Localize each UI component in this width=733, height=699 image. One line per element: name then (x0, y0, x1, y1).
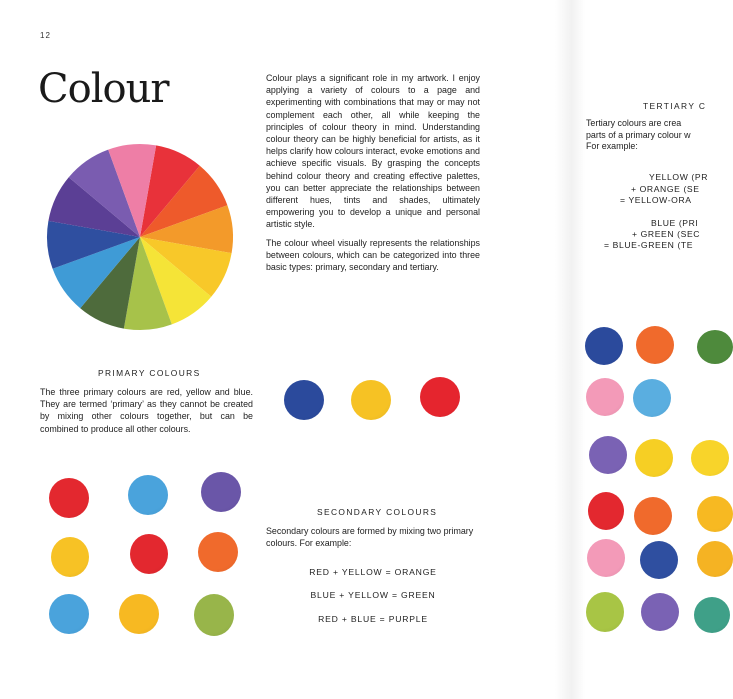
primary-swatch (351, 380, 391, 420)
colour-swatch (119, 594, 159, 634)
colour-swatch (635, 439, 673, 477)
tertiary-equation-line: YELLOW (PR (649, 172, 709, 182)
tertiary-text: Tertiary colours are crea parts of a primary colour w For example: (586, 118, 691, 151)
primary-heading: PRIMARY COLOURS (98, 368, 201, 378)
colour-swatch (697, 496, 733, 532)
colour-swatch (49, 594, 89, 634)
secondary-equation: RED + BLUE = PURPLE (318, 614, 428, 624)
colour-swatch (128, 475, 168, 515)
secondary-text: Secondary colours are formed by mixing two primary colours. For example: (266, 526, 474, 549)
colour-swatch (697, 541, 733, 577)
colour-swatch (586, 378, 624, 416)
colour-swatch (587, 539, 625, 577)
colour-swatch (130, 534, 168, 574)
intro-paragraph-2: The colour wheel visually represents the relationships between colours, which can be categorized into three basic types: primary, secondary and tertiary. (266, 237, 480, 273)
primary-swatch (420, 377, 460, 417)
primary-swatch (284, 380, 324, 420)
colour-swatch (201, 472, 241, 512)
tertiary-equation-line: = BLUE-GREEN (TE (604, 240, 694, 250)
colour-swatch (51, 537, 89, 577)
intro-text (266, 72, 480, 279)
secondary-heading: SECONDARY COLOURS (317, 507, 438, 517)
colour-swatch (694, 597, 730, 633)
colour-swatch (633, 379, 671, 417)
primary-text: The three primary colours are red, yellow and blue. They are termed ‘primary’ as they cannot be created by mixing other colours together, but can be combined to produce all other colours. (40, 387, 253, 434)
page-number: 12 (40, 31, 51, 40)
tertiary-equation-line: + ORANGE (SE (631, 184, 700, 194)
page-gutter (555, 0, 585, 699)
tertiary-equation-line: + GREEN (SEC (632, 229, 701, 239)
colour-wheel (44, 139, 236, 335)
secondary-equation: BLUE + YELLOW = GREEN (310, 590, 436, 600)
colour-swatch (641, 593, 679, 631)
colour-swatch (49, 478, 89, 518)
page-title: Colour (38, 66, 169, 112)
colour-swatch (194, 594, 234, 636)
secondary-equation: RED + YELLOW = ORANGE (309, 567, 437, 577)
colour-swatch (636, 326, 674, 364)
colour-swatch (588, 492, 624, 530)
tertiary-equation-line: BLUE (PRI (651, 218, 699, 228)
tertiary-equation-line: = YELLOW-ORA (620, 195, 692, 205)
intro-paragraph-1: Colour plays a significant role in my artwork. I enjoy applying a variety of colours to a page and experimenting with combinations that may or may not complement each other, all while keeping the principles of colour theory in mind. Understanding colour theory can be highly beneficial for artists, as it helps clarify how colours interact, evoke emotions and achieve specific visuals. By grasping the concepts behind colour theory and creating effective palettes, you can better appreciate the relationships between different hues, tints and shades, ultimately empowering you to develop a unique and personal artistic style. (266, 73, 480, 230)
tertiary-heading: TERTIARY C (643, 101, 707, 111)
colour-swatch (198, 532, 238, 572)
colour-swatch (691, 440, 729, 476)
colour-swatch (585, 327, 623, 365)
colour-swatch (634, 497, 672, 535)
colour-swatch (586, 592, 624, 632)
colour-swatch (697, 330, 733, 364)
colour-swatch (589, 436, 627, 474)
colour-swatch (640, 541, 678, 579)
